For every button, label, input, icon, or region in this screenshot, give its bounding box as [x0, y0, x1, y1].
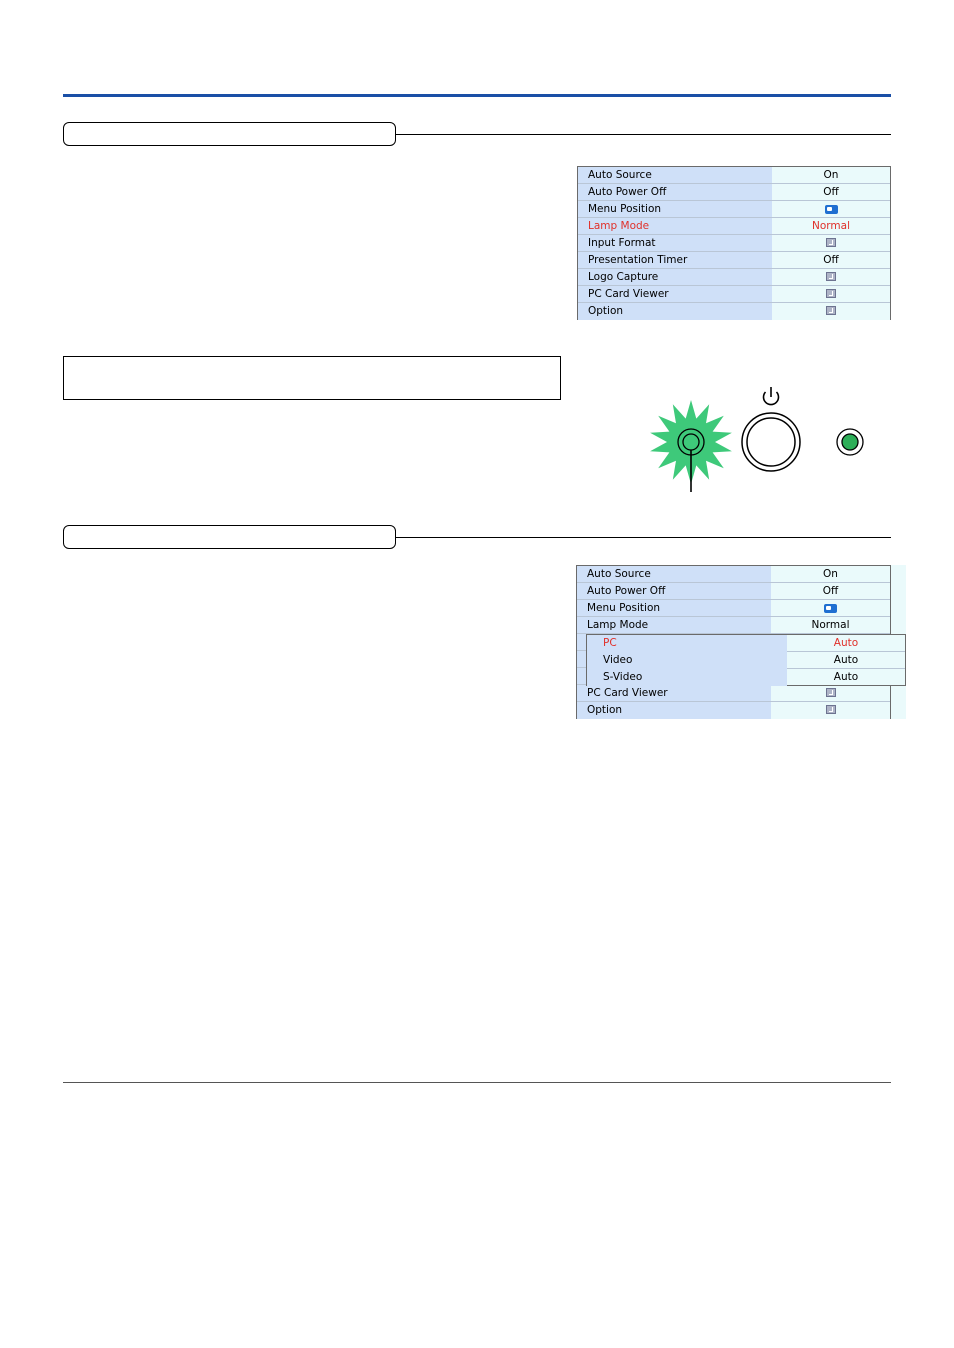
menu-row-pc-card-viewer[interactable]	[577, 685, 890, 702]
menu-item-label: Option	[578, 303, 772, 320]
enter-icon	[826, 688, 836, 697]
menu-item-label: Auto Power Off	[577, 583, 771, 600]
menu-item-value	[772, 235, 890, 252]
menu-item-value	[771, 702, 890, 719]
menu-item-label: Lamp Mode	[578, 218, 772, 235]
menu-row-auto-power-off[interactable]	[577, 583, 890, 600]
menu-item-label: Logo Capture	[578, 269, 772, 286]
enter-icon	[826, 289, 836, 298]
settings-menu-top	[577, 166, 891, 320]
menu-row-logo-capture[interactable]	[578, 269, 890, 286]
menu-row-option[interactable]	[578, 303, 890, 320]
menu-row-input-format[interactable]	[578, 235, 890, 252]
menu-item-value	[771, 566, 890, 583]
submenu-value: Auto	[833, 654, 859, 666]
menu-item-label: Menu Position	[578, 201, 772, 218]
menu-item-label: Menu Position	[577, 600, 771, 617]
enter-icon	[826, 238, 836, 247]
menu-item-value	[772, 252, 890, 269]
menu-item-value-text: Off	[823, 254, 839, 266]
menu-item-value	[772, 218, 890, 235]
menu-item-label: Presentation Timer	[578, 252, 772, 269]
menu-item-value-text: On	[823, 169, 839, 181]
enter-icon	[826, 272, 836, 281]
status-indicator-icon	[837, 429, 863, 455]
menu-item-label: PC Card Viewer	[578, 286, 772, 303]
enter-icon	[826, 705, 836, 714]
submenu-label: PC	[587, 635, 787, 652]
section-line-1	[396, 134, 891, 135]
menu-item-value	[771, 583, 890, 600]
menu-row-presentation-timer[interactable]	[578, 252, 890, 269]
menu-row-lamp-mode[interactable]	[578, 218, 890, 235]
submenu-value: Auto	[833, 671, 859, 683]
submenu-label: S-Video	[587, 669, 787, 686]
menu-item-label: PC Card Viewer	[577, 685, 771, 702]
menu-row-menu-position[interactable]	[578, 201, 890, 218]
menu-item-label: Auto Power Off	[578, 184, 772, 201]
menu-position-icon	[824, 604, 837, 613]
menu-item-value	[771, 600, 890, 617]
menu-item-value-text: Normal	[811, 619, 850, 631]
menu-item-value	[772, 286, 890, 303]
menu-item-value-text: Off	[823, 186, 839, 198]
menu-row-auto-source[interactable]	[577, 566, 890, 583]
indicator-panel	[640, 380, 880, 495]
bottom-rule	[63, 1082, 891, 1083]
menu-row-menu-position[interactable]	[577, 600, 890, 617]
menu-item-value	[771, 617, 890, 634]
menu-row-pc-card-viewer[interactable]	[578, 286, 890, 303]
menu-row-auto-source[interactable]	[578, 167, 890, 184]
menu-item-value	[772, 167, 890, 184]
submenu-row-s-video[interactable]	[587, 669, 905, 686]
section-tab-1	[63, 122, 396, 146]
menu-item-label: Auto Source	[578, 167, 772, 184]
submenu-label: Video	[587, 652, 787, 669]
menu-item-value-text: Normal	[812, 220, 850, 232]
menu-item-value	[771, 685, 890, 702]
submenu-value: Auto	[833, 637, 859, 649]
enter-icon	[826, 306, 836, 315]
menu-position-icon	[825, 205, 838, 214]
submenu-row-video[interactable]	[587, 652, 905, 669]
section-line-2	[396, 537, 891, 538]
menu-item-value-text: On	[823, 568, 838, 580]
menu-row-auto-power-off[interactable]	[578, 184, 890, 201]
menu-item-value	[772, 201, 890, 218]
section-tab-2	[63, 525, 396, 549]
input-format-submenu	[586, 634, 906, 686]
menu-item-label: Option	[577, 702, 771, 719]
menu-item-value	[772, 269, 890, 286]
menu-item-value	[772, 303, 890, 320]
menu-item-label: Input Format	[578, 235, 772, 252]
menu-row-option[interactable]	[577, 702, 890, 719]
menu-item-label: Lamp Mode	[577, 617, 771, 634]
power-icon	[764, 387, 779, 405]
menu-item-label: Auto Source	[577, 566, 771, 583]
menu-row-lamp-mode[interactable]	[577, 617, 890, 634]
submenu-row-pc[interactable]	[587, 635, 905, 652]
menu-item-value	[772, 184, 890, 201]
note-box	[63, 356, 561, 400]
power-button	[742, 413, 800, 471]
top-rule	[63, 94, 891, 97]
menu-item-value-text: Off	[822, 585, 839, 597]
